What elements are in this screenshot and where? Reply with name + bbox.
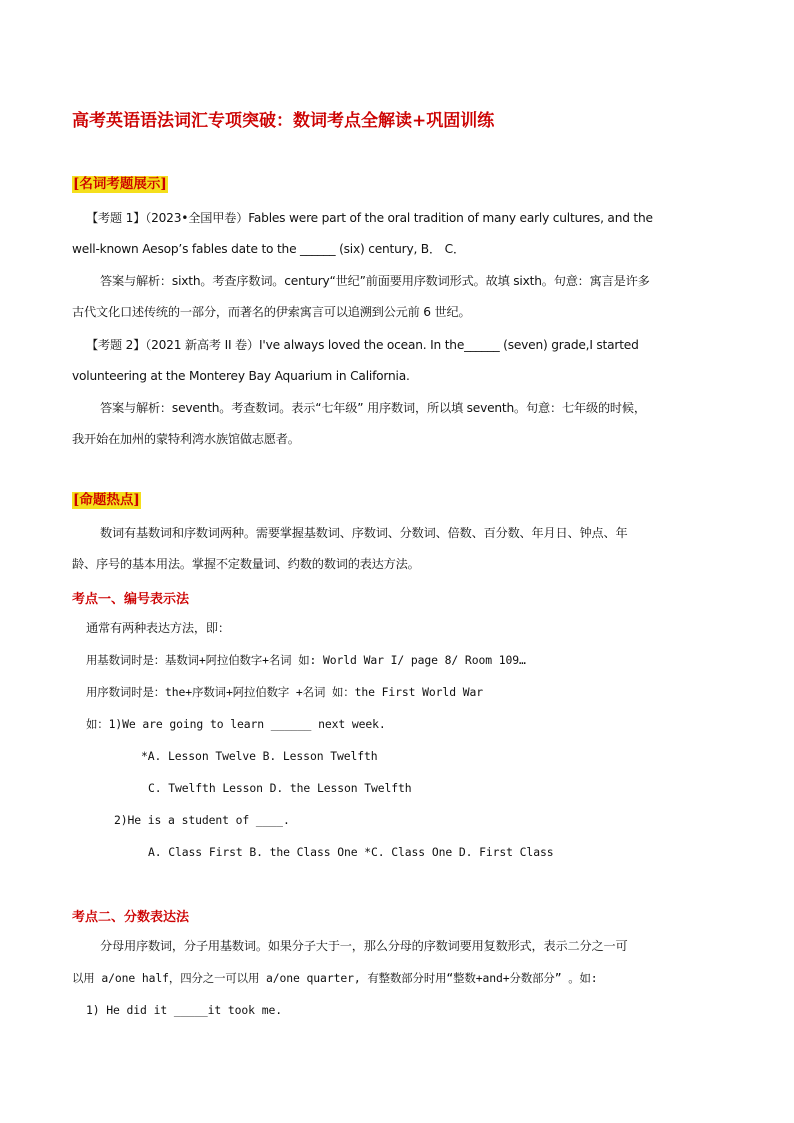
answer-1-line-1: 答案与解析：sixth。考查序数词。century“世纪”前面要用序数词形式。故填 sixth。句意：寓言是许多	[100, 274, 650, 288]
question-2-line-1: 【考题 2】（2021 新高考 II 卷）I've always loved the ocean. In the______ (seven) grade,I started	[86, 338, 639, 352]
point-1-line-1: 通常有两种表达方法，即：	[86, 621, 230, 635]
page-title: 高考英语语法词汇专项突破：数词考点全解读+巩固训练	[72, 111, 495, 131]
point-1-line-8: A. Class First B. the Class One *C. Class One D. First Class	[148, 845, 554, 859]
answer-1-line-2: 古代文化口述传统的一部分，而著名的伊索寓言可以追溯到公元前 6 世纪。	[72, 305, 471, 319]
point-1-line-7: 2)He is a student of ____.	[114, 813, 290, 827]
question-1-line-1: 【考题 1】（2023•全国甲卷）Fables were part of the oral tradition of many early cultures, and the	[86, 211, 653, 225]
answer-2-line-1: 答案与解析：seventh。考查数词。表示“七年级” 用序数词，所以填 seventh。句意：七年级的时候，	[100, 401, 646, 415]
point-1-line-4: 如：1)We are going to learn ______ next week.	[86, 717, 386, 731]
answer-2-line-2: 我开始在加州的蒙特利湾水族馆做志愿者。	[72, 432, 300, 446]
point-1-line-2: 用基数词时是：基数词+阿拉伯数字+名词 如: World War I/ page 8/ Room 109…	[86, 653, 526, 667]
point-2-heading: 考点二、分数表达法	[72, 910, 190, 925]
point-2-line-2: 以用 a/one half，四分之一可以用 a/one quarter, 有整数部分时用“整数+and+分数部分” 。如:	[72, 971, 598, 985]
point-1-line-3: 用序数词时是：the+序数词+阿拉伯数字 +名词 如：the First World War	[86, 685, 483, 699]
point-2-line-1: 分母用序数词，分子用基数词。如果分子大于一，那么分母的序数词要用复数形式，表示二分之一可	[100, 939, 628, 953]
section-heading-hot-topics: [命题热点]	[73, 492, 140, 508]
section-heading-exam-questions: [名词考题展示]	[73, 176, 167, 192]
point-1-heading: 考点一、编号表示法	[72, 592, 190, 607]
intro-line-1: 数词有基数词和序数词两种。需要掌握基数词、序数词、分数词、倍数、百分数、年月日、钟点、年	[100, 526, 628, 540]
point-2-line-3: 1) He did it _____it took me.	[86, 1003, 282, 1017]
intro-line-2: 龄、序号的基本用法。掌握不定数量词、约数的数词的表达方法。	[72, 557, 420, 571]
point-1-option-a-b: *A. Lesson Twelve B. Lesson Twelfth	[141, 749, 378, 763]
question-1-line-2: well-known Aesop’s fables date to the ______ (six) century, B． C．	[72, 242, 465, 256]
question-2-line-2: volunteering at the Monterey Bay Aquarium in California.	[72, 369, 410, 383]
point-1-option-c-d: C. Twelfth Lesson D. the Lesson Twelfth	[148, 781, 412, 795]
